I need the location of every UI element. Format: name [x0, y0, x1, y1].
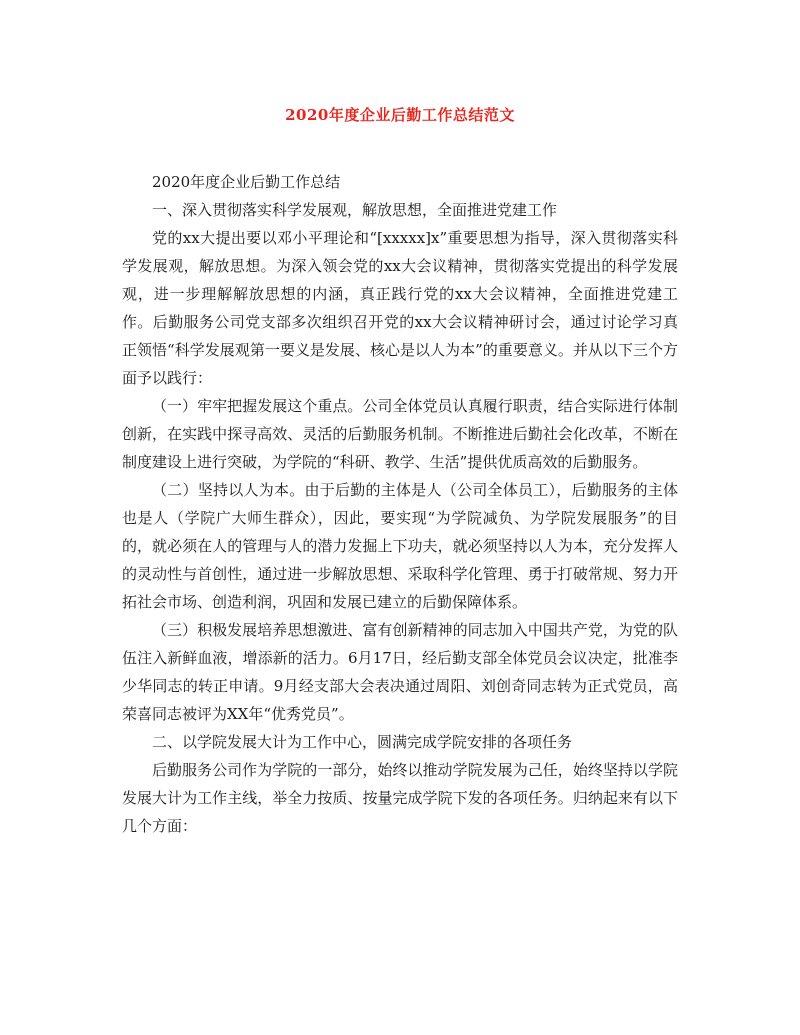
section-heading-2: 二、以学院发展大计为工作中心，圆满完成学院安排的各项任务: [152, 733, 573, 751]
paragraph-subtitle: 2020年度企业后勤工作总结: [152, 173, 341, 191]
paragraph-point-2: （二）坚持以人为本。由于后勤的主体是人（公司全体员工），后勤服务的主体也是人（学院广大师生群众），因此，要实现“为学院减负、为学院发展服务”的目的，就必须在人的管理与人的潜力发掘上下功夫，就必须坚持以人为本，充分发挥人的灵动性与首创性，通过进一步解放思想、采取科学化管理、勇于打破常规、努力开拓社会市场、创造利润，巩固和发展已建立的后勤保障体系。: [122, 481, 678, 611]
paragraph-point-1: （一）牢牢把握发展这个重点。公司全体党员认真履行职责，结合实际进行体制创新，在实践中探寻高效、灵活的后勤服务机制。不断推进后勤社会化改革，不断在制度建设上进行突破，为学院的“科研、教学、生活”提供优质高效的后勤服务。: [122, 397, 678, 471]
paragraph: 后勤服务公司作为学院的一部分，始终以推动学院发展为己任，始终坚持以学院发展大计为工作主线，举全力按质、按量完成学院下发的各项任务。归纳起来有以下几个方面：: [122, 761, 678, 835]
section-heading-1: 一、深入贯彻落实科学发展观，解放思想，全面推进党建工作: [152, 201, 558, 219]
paragraph-point-3: （三）积极发展培养思想激进、富有创新精神的同志加入中国共产党，为党的队伍注入新鲜血液，增添新的活力。6月17日，经后勤支部全体党员会议决定，批准李少华同志的转正申请。9月经支部大会表决通过周阳、刘创奇同志转为正式党员，高荣喜同志被评为XX年“优秀党员”。: [122, 621, 678, 723]
document-body: [122, 168, 678, 840]
paragraph: 党的xx大提出要以邓小平理论和“[xxxxx]x”重要思想为指导，深入贯彻落实科学发展观，解放思想。为深入领会党的xx大会议精神，贯彻落实党提出的科学发展观，进一步理解解放思想的内涵，真正践行党的xx大会议精神，全面推进党建工作。后勤服务公司党支部多次组织召开党的xx大会议精神研讨会，通过讨论学习真正领悟“科学发展观第一要义是发展、核心是以人为本”的重要意义。并从以下三个方面予以践行：: [122, 229, 678, 387]
document-title: 2020年度企业后勤工作总结范文: [285, 106, 515, 124]
